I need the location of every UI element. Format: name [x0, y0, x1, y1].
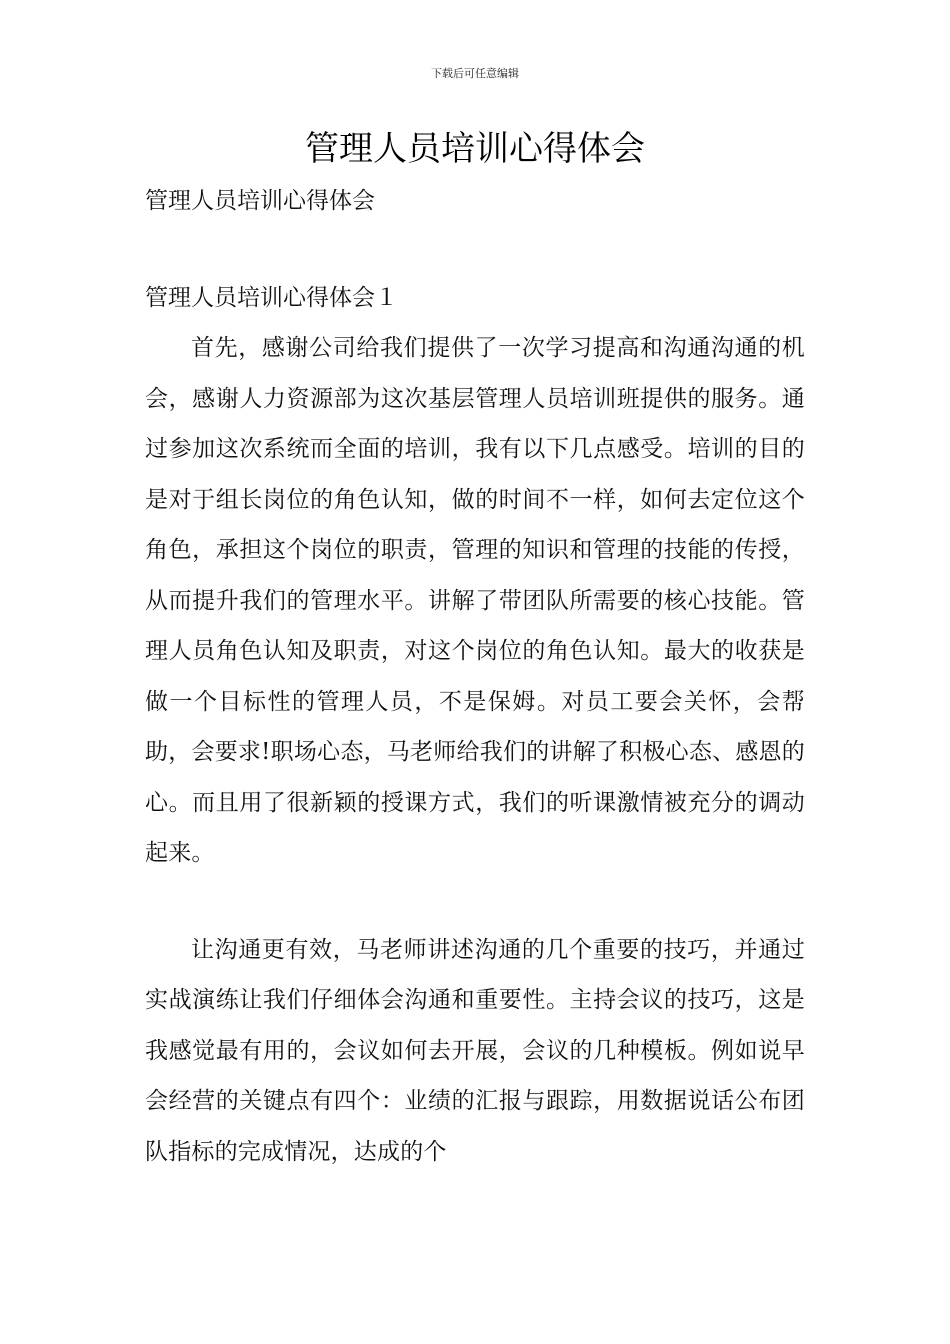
- spacer: [145, 227, 805, 273]
- document-title: 管理人员培训心得体会: [305, 129, 645, 169]
- document-body: [145, 176, 805, 1177]
- header-note: 下载后可任意编辑: [431, 67, 519, 80]
- section-heading: 管理人员培训心得体会１: [145, 284, 398, 311]
- document-subtitle: 管理人员培训心得体会: [145, 188, 375, 214]
- body-paragraph-2: 让沟通更有效，马老师讲述沟通的几个重要的技巧，并通过实战演练让我们仔细体会沟通和重要性。主持会议的技巧，这是我感觉最有用的，会议如何去开展，会议的几种模板。例如说早会经营的关键点有四个：业绩的汇报与跟踪，用数据说话公布团队指标的完成情况，达成的个: [145, 936, 805, 1165]
- spacer: [145, 879, 805, 925]
- body-paragraph-1: 首先，感谢公司给我们提供了一次学习提高和沟通沟通的机会，感谢人力资源部为这次基层管理人员培训班提供的服务。通过参加这次系统而全面的培训，我有以下几点感受。培训的目的是对于组长岗位的角色认知，做的时间不一样，如何去定位这个角色，承担这个岗位的职责，管理的知识和管理的技能的传授，从而提升我们的管理水平。讲解了带团队所需要的核心技能。管理人员角色认知及职责，对这个岗位的角色认知。最大的收获是做一个目标性的管理人员，不是保姆。对员工要会关怀，会帮助，会要求!职场心态，马老师给我们的讲解了积极心态、感恩的心。而且用了很新颖的授课方式，我们的听课激情被充分的调动起来。: [145, 335, 805, 866]
